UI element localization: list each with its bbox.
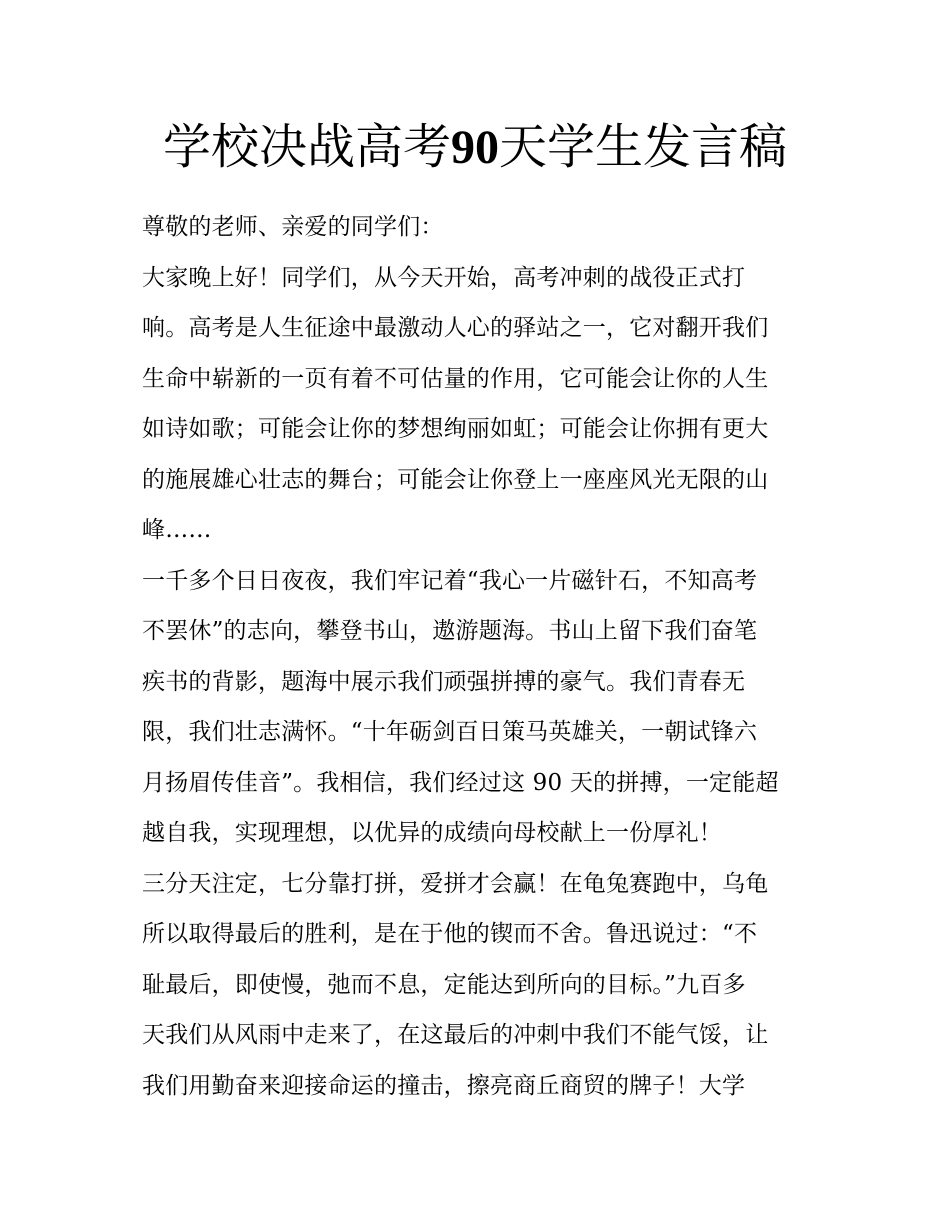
text-line: 所以取得最后的胜利，是在于他的锲而不舍。鲁迅说过：“不 bbox=[142, 921, 758, 947]
text-line: 如诗如歌；可能会让你的梦想绚丽如虹；可能会让你拥有更大 bbox=[142, 416, 769, 442]
text-line: 响。高考是人生征途中最激动人心的驿站之一，它对翻开我们 bbox=[142, 315, 769, 341]
text-line: 不罢休”的志向，攀登书山，遨游题海。书山上留下我们奋笔 bbox=[142, 618, 758, 644]
text-line: 大家晚上好！同学们，从今天开始，高考冲刺的战役正式打 bbox=[142, 264, 746, 291]
text-line: 耻最后，即使慢，弛而不息，定能达到所向的目标。”九百多 bbox=[142, 971, 746, 998]
document-title bbox=[0, 112, 950, 183]
text-line: 疾书的背影，题海中展示我们顽强拼搏的豪气。我们青春无 bbox=[142, 668, 746, 695]
text-line: 越自我，实现理想，以优异的成绩向母校献上一份厚礼！ bbox=[142, 820, 722, 846]
text-line: 的施展雄心壮志的舞台；可能会让你登上一座座风光无限的山 bbox=[142, 466, 769, 493]
speech-body bbox=[142, 202, 822, 1111]
text-line: 峰…… bbox=[142, 517, 212, 543]
text-line: 生命中崭新的一页有着不可估量的作用，它可能会让你的人生 bbox=[142, 365, 769, 392]
text-line: 月扬眉传佳音”。我相信，我们经过这 90 天的拼搏，一定能超 bbox=[142, 769, 779, 796]
text-line: 我们用勤奋来迎接命运的撞击，擦亮商丘商贸的牌子！大学 bbox=[142, 1072, 746, 1099]
title-suffix: 天学生发言稿 bbox=[499, 119, 788, 175]
text-line: 一千多个日日夜夜，我们牢记着“我心一片磁针石，不知高考 bbox=[142, 567, 758, 594]
title-number: 90 bbox=[451, 121, 499, 174]
text-line: 三分天注定，七分靠打拼，爱拼才会赢！在龟兔赛跑中，乌龟 bbox=[142, 870, 769, 897]
title-prefix: 学校决战高考 bbox=[162, 119, 451, 175]
text-line: 限，我们壮志满怀。“十年砺剑百日策马英雄关，一朝试锋六 bbox=[142, 719, 758, 745]
salutation-line: 尊敬的老师、亲爱的同学们： bbox=[142, 214, 444, 240]
text-line: 天我们从风雨中走来了，在这最后的冲刺中我们不能气馁，让 bbox=[142, 1022, 769, 1048]
